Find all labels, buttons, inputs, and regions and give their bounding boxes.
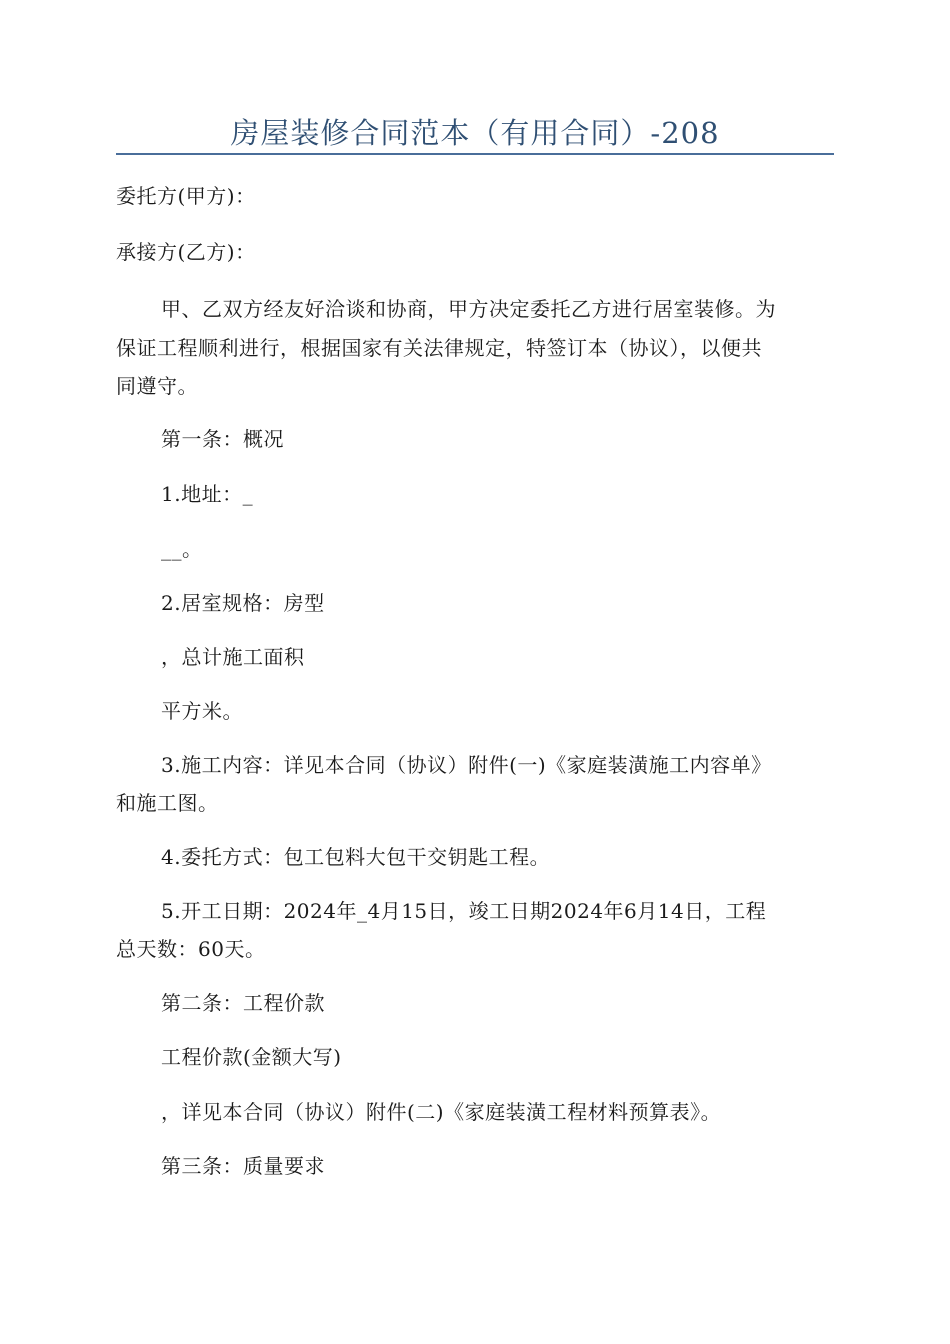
- clause-work-content-line-2: 和施工图。: [116, 791, 219, 815]
- intro-paragraph-line-1: 甲、乙双方经友好洽谈和协商，甲方决定委托乙方进行居室装修。为: [161, 297, 776, 321]
- article-1-heading: 第一条：概况: [161, 427, 284, 451]
- article-2-heading: 第二条：工程价款: [161, 991, 325, 1015]
- clause-room-spec: 2.居室规格：房型: [161, 591, 325, 615]
- clause-schedule-line-2: 总天数：60天。: [116, 937, 266, 961]
- clause-address: 1.地址：_: [161, 482, 254, 506]
- clause-work-content-line-1: 3.施工内容：详见本合同（协议）附件(一)《家庭装潢施工内容单》: [161, 753, 772, 777]
- party-b-line: 承接方(乙方)：: [116, 240, 256, 264]
- intro-paragraph-line-3: 同遵守。: [116, 374, 198, 398]
- clause-schedule-line-1: 5.开工日期：2024年_4月15日，竣工日期2024年6月14日，工程: [161, 899, 767, 923]
- clause-construction-area: ，总计施工面积: [161, 645, 305, 669]
- clause-price-amount: 工程价款(金额大写): [161, 1045, 342, 1069]
- clause-commission-method: 4.委托方式：包工包料大包干交钥匙工程。: [161, 845, 551, 869]
- clause-area-unit: 平方米。: [161, 699, 243, 723]
- clause-price-details: ，详见本合同（协议）附件(二)《家庭装潢工程材料预算表》。: [161, 1100, 722, 1124]
- clause-address-continued: __。: [161, 537, 203, 561]
- article-3-heading: 第三条：质量要求: [161, 1154, 325, 1178]
- party-a-line: 委托方(甲方)：: [116, 184, 256, 208]
- intro-paragraph-line-2: 保证工程顺利进行，根据国家有关法律规定，特签订本（协议），以便共: [116, 336, 762, 360]
- document-title: 房屋装修合同范本（有用合同）-208: [230, 116, 720, 150]
- title-underline: [116, 153, 834, 155]
